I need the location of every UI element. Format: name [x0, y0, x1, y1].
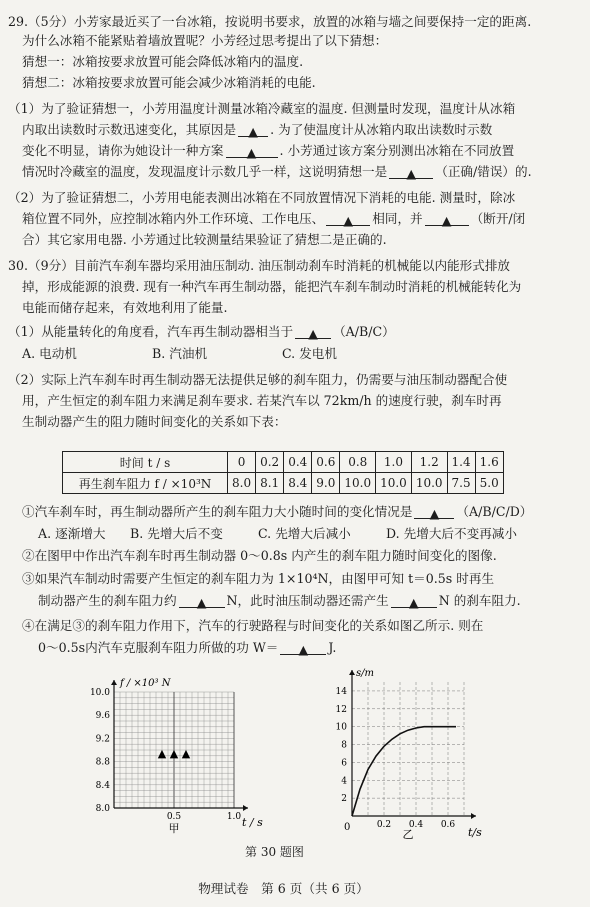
x-tick-label: 0.4 [408, 820, 424, 830]
answer-blank-5[interactable]: ▲ [425, 211, 469, 226]
y-axis-label: s/m [356, 668, 374, 679]
answer-mark: ▲ [181, 746, 191, 760]
answer-mark: ▲ [169, 746, 179, 760]
answer-blank-10[interactable]: ▲ [280, 640, 326, 655]
y-axis-arrow [111, 680, 117, 685]
q30-s4-line1: ④在满足③的刹车阻力作用下，汽车的行驶路程与时间变化的关系如图乙所示. 则在 [22, 618, 484, 633]
q29-p1-line4: 情况时冷藏室的温度，发现温度计示数几乎一样，这说明猜想一是 ▲ （正确/错误）的. [22, 164, 532, 181]
chart-jia [78, 672, 263, 840]
q30-p2-line2: 用，产生恒定的刹车阻力来满足刹车要求. 若某汽车以 72km/h 的速度行驶，刹车时再 [22, 393, 502, 408]
chart-caption: 甲 [168, 822, 180, 835]
x-axis-arrow [243, 805, 248, 811]
q29-p1-line3: 变化不明显，请你为她设计一种方案 ▲ . 小芳通过该方案分别测出冰箱在不同放置 [22, 143, 515, 160]
q29-line1: 29.（5分）小芳家最近买了一台冰箱，按说明书要求，放置的冰箱与墙之间要保持一定的距离. [8, 14, 532, 29]
y-tick-label: 6 [341, 758, 347, 769]
y-tick-label: 8.4 [95, 780, 110, 791]
q29-guess2: 猜想二：冰箱按要求放置可能会减少冰箱消耗的电能. [22, 75, 316, 90]
table-header: 时间 t / s [63, 452, 228, 473]
table-row: 时间 t / s 0 0.2 0.4 0.6 0.8 1.0 1.2 1.4 1.6 [63, 452, 504, 473]
answer-blank-4[interactable]: ▲ [326, 211, 370, 226]
y-tick-label: 10.0 [89, 688, 110, 698]
q30-s1-options: A. 逐渐增大 B. 先增大后不变 C. 先增大后减小 D. 先增大后不变再减小 [38, 526, 517, 541]
q30-s3-line2: 制动器产生的刹车阻力约 ▲ N，此时油压制动器还需产生 ▲ N 的刹车阻力. [38, 593, 521, 610]
answer-blank-7[interactable]: ▲ [414, 504, 454, 519]
answer-blank-2[interactable]: ▲ [226, 143, 278, 158]
q30-s3-line1: ③如果汽车制动时需要产生恒定的刹车阻力为 1×10⁴N，由图甲可知 t＝0.5s 时再生 [22, 571, 495, 586]
answer-mark: ▲ [157, 746, 167, 760]
x-axis-arrow [471, 813, 476, 819]
force-time-table [62, 451, 504, 494]
y-tick-label: 2 [341, 794, 347, 805]
origin-label: 0 [344, 822, 351, 833]
x-tick-label: 1.0 [226, 812, 242, 822]
q29-p1-line2: 内取出读数时示数迅速变化，其原因是 ▲ . 为了使温度计从冰箱内取出读数时示数 [22, 122, 493, 139]
x-tick-label: 0.6 [440, 820, 456, 830]
y-axis-arrow [349, 670, 355, 675]
chart-caption: 乙 [402, 828, 414, 841]
q30-line3: 电能而储存起来，有效地利用了能量. [22, 300, 228, 315]
q30-p2-line3: 生制动器产生的阻力随时间变化的关系如下表： [22, 414, 287, 429]
q29-p2-line1: （2）为了验证猜想二，小芳用电能表测出冰箱在不同放置情况下消耗的电能. 测量时，除冰 [8, 190, 516, 205]
y-tick-label: 8 [341, 740, 347, 751]
q30-s1: ①汽车刹车时，再生制动器所产生的刹车阻力大小随时间的变化情况是 ▲ （A/B/C/D） [22, 504, 533, 521]
answer-blank-9[interactable]: ▲ [391, 593, 437, 608]
x-axis-label: t/s [468, 826, 482, 839]
q30-p1: （1）从能量转化的角度看，汽车再生制动器相当于 ▲ （A/B/C） [8, 324, 395, 341]
y-tick-label: 4 [341, 776, 347, 787]
distance-curve [352, 727, 456, 816]
q30-line1: 30.（9分）目前汽车刹车器均采用油压制动. 油压制动刹车时消耗的机械能以内能形式排放 [8, 258, 511, 273]
y-tick-label: 9.2 [95, 734, 110, 745]
x-tick-label: 0.2 [376, 820, 392, 830]
q29-p2-line3: 合）其它家用电器. 小芳通过比较测量结果验证了猜想二是正确的. [22, 232, 387, 247]
y-tick-label: 12 [335, 704, 347, 715]
q30-p1-options: A. 电动机 B. 汽油机 C. 发电机 [22, 346, 337, 361]
q30-p2-line1: （2）实际上汽车刹车时再生制动器无法提供足够的刹车阻力，仍需要与油压制动器配合使 [8, 372, 508, 387]
answer-blank-3[interactable]: ▲ [389, 164, 433, 179]
answer-blank-6[interactable]: ▲ [295, 324, 331, 339]
y-tick-label: 8.0 [95, 804, 110, 814]
q29-guess1: 猜想一：冰箱按要求放置可能会降低冰箱内的温度. [22, 54, 304, 69]
y-tick-label: 14 [335, 686, 347, 697]
q30-s4-line2: 0～0.5s内汽车克服刹车阻力所做的功 W＝ ▲ J. [38, 640, 337, 657]
chart-yi [330, 664, 488, 840]
q29-p2-line2: 箱位置不同外，应控制冰箱内外工作环境、工作电压、 ▲ 相同，并 ▲ （断开/闭 [22, 211, 526, 228]
figure-caption: 第 30 题图 [245, 845, 304, 859]
table-row: 再生刹车阻力 f / ×10³N 8.0 8.1 8.4 9.0 10.0 10.0 10.0 7.5 5.0 [63, 473, 504, 494]
y-tick-label: 8.8 [95, 757, 110, 768]
y-axis-label: f / ×10³ N [120, 678, 171, 689]
table-header: 再生刹车阻力 f / ×10³N [63, 473, 228, 494]
q30-s2: ②在图甲中作出汽车刹车时再生制动器 0～0.8s 内产生的刹车阻力随时间变化的图像. [22, 548, 497, 563]
answer-blank-8[interactable]: ▲ [179, 593, 225, 608]
q29-p1-line1: （1）为了验证猜想一，小芳用温度计测量冰箱冷藏室的温度. 但测量时发现，温度计从冰箱 [8, 101, 516, 116]
q29-line2: 为什么冰箱不能紧贴着墙放置呢？小芳经过思考提出了以下猜想： [22, 33, 388, 48]
page-footer: 物理试卷 第 6 页（共 6 页） [198, 881, 369, 896]
x-axis-label: t / s [242, 816, 263, 829]
x-tick-label: 0.5 [166, 812, 182, 822]
y-tick-label: 10 [335, 722, 347, 733]
answer-blank-1[interactable]: ▲ [238, 122, 268, 137]
q30-line2: 掉，形成能源的浪费. 现有一种汽车再生制动器，能把汽车刹车制动时消耗的机械能转化为 [22, 279, 522, 294]
y-tick-label: 9.6 [95, 711, 110, 722]
